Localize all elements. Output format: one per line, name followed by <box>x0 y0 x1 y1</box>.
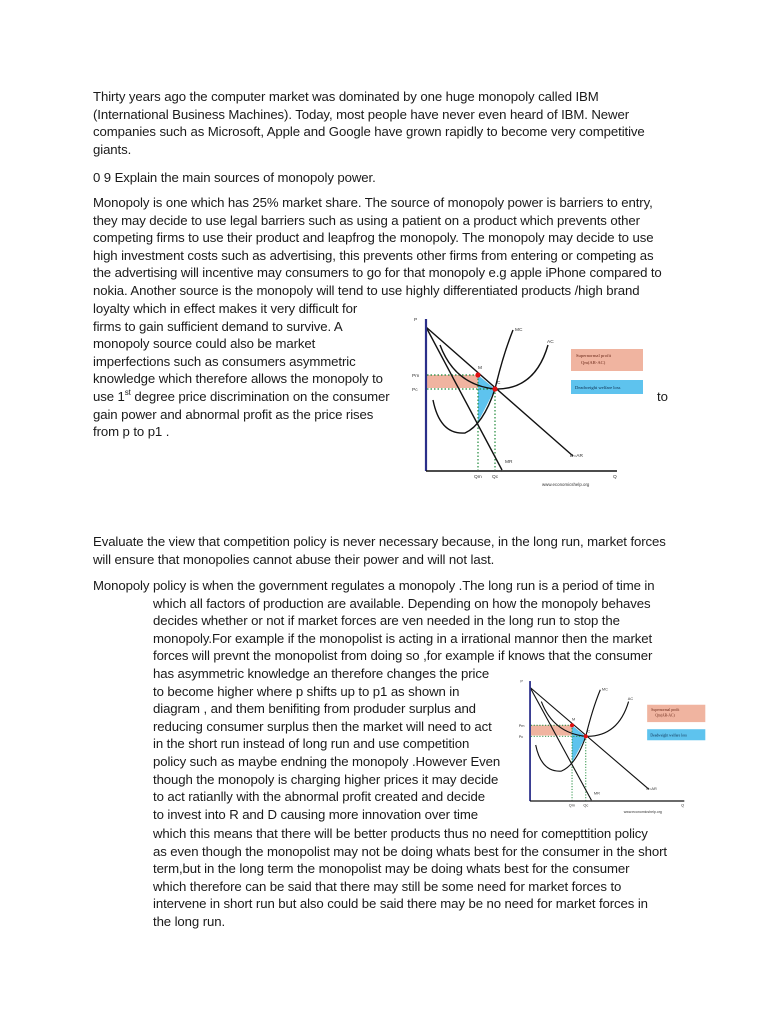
answer-line: monopoly.For example if the monopolist is acting in a irrational mannor then the market <box>153 630 653 646</box>
monopoly-diagram-1 <box>395 305 655 495</box>
label-pm: Pm <box>412 374 420 379</box>
answer-2-wrapped <box>153 665 500 823</box>
answer-line: as even though the monopolist may not be doing whats best for the consumer in the short <box>153 843 667 859</box>
label-ac: AC <box>547 340 554 345</box>
answer-line: though the monopoly is charging higher prices it may decide <box>153 771 499 787</box>
question-09 <box>93 169 376 187</box>
answer-line: which therefore can be said that there may still be some need for market forces to <box>153 878 622 894</box>
answer-line: to become higher where p shifts up to p1 as shown in <box>153 683 460 699</box>
answer-2-indent <box>153 595 652 665</box>
answer-line: Monopoly is one which has 25% market share. The source of monopoly power is barriers to entry, <box>93 195 653 210</box>
label-qc: Qc <box>583 803 589 808</box>
answer-1-wrapped <box>93 300 390 441</box>
answer-line: which all factors of production are available. Depending on how the monopoly behaves <box>153 595 651 611</box>
legend-supernormal-line1: Supernormal profit <box>576 353 612 358</box>
axis-x-label: Q <box>613 475 617 480</box>
answer-line: policy such as maybe endning the monopoly .However Even <box>153 753 501 769</box>
point-m <box>475 372 480 377</box>
label-pc: Pc <box>412 388 418 393</box>
answer-line: nokia. Another source is the monopoly will tend to use highly differentiated products /high brand <box>93 282 640 298</box>
label-qc: Qc <box>492 475 499 480</box>
monopoly-diagram-2 <box>505 670 715 820</box>
label-pc: Pc <box>518 734 524 739</box>
ordinal-after: degree price discrimination on the consumer <box>130 388 390 404</box>
ordinal-before: use 1 <box>93 388 125 404</box>
answer-line: from p to p1 . <box>93 424 170 440</box>
label-pm: Pm <box>518 723 525 728</box>
answer-2-first-line: Monopoly policy is when the government regulates a monopoly .The long run is a period of time in <box>93 578 655 593</box>
answer-line: monopoly source could also be market <box>93 336 316 352</box>
question-line: will ensure that monopolies cannot abuse their power and will not last. <box>93 551 495 567</box>
answer-line: the long run. <box>153 913 226 929</box>
axis-y-label: P <box>414 318 418 323</box>
answer-1-paragraph <box>93 194 662 300</box>
answer-line: firms to gain sufficient demand to survive. A <box>93 318 343 334</box>
point-c <box>584 734 588 738</box>
answer-line: high investment costs such as advertising, this prevents other firms from entering or competing as <box>93 247 654 263</box>
label-m: M <box>572 717 576 722</box>
question-evaluate <box>93 533 666 568</box>
answer-line: imperfections such as consumers asymmetric <box>93 353 356 369</box>
axis-y-label: P <box>520 679 523 684</box>
point-c <box>492 386 497 391</box>
answer-line: has asymmetric knowledge an therefore changes the price <box>153 666 490 681</box>
label-qm: Qm <box>474 475 482 480</box>
legend-supernormal-line2: Qm(AR-AC) <box>581 360 606 365</box>
point-m <box>570 723 574 727</box>
source-label: www.economicshelp.org <box>542 482 590 487</box>
answer-line: to act ratianlly with the abnormal profit created and decide <box>153 789 485 805</box>
label-qm: Qm <box>568 803 576 808</box>
question-line: Evaluate the view that competition policy is never necessary because, in the long run, market forces <box>93 534 666 549</box>
intro-line: giants. <box>93 141 132 157</box>
label-ac: AC <box>627 697 634 701</box>
answer-line: term,but in the long term the monopolist may be doing whats best for the consumer <box>153 861 630 877</box>
legend-deadweight-label: Deadweight welfare loss <box>650 733 687 738</box>
trailing-word: to <box>657 389 668 404</box>
intro-line: (International Business Machines). Today, most people have never even heard of IBM. Newer <box>93 106 629 122</box>
answer-line: in the short run instead of long run and use competition <box>153 736 470 752</box>
label-demand: D=AR <box>646 787 657 791</box>
answer-line: they may decide to use legal barriers such as using a patient on a product which prevents other <box>93 212 640 228</box>
label-m: M <box>478 366 482 371</box>
legend-supernormal-line1: Supernormal profit <box>651 708 680 713</box>
answer-line: decides whether or not if market forces are ven needed in the long run to stop the <box>153 613 620 629</box>
intro-line: Thirty years ago the computer market was dominated by one huge monopoly called IBM <box>93 89 599 104</box>
answer-2-tail <box>153 825 667 931</box>
answer-line: reducing consumer surplus then the market will need to act <box>153 718 492 734</box>
legend-deadweight-label: Deadweight welfare loss <box>575 385 621 390</box>
answer-line: which this means that there will be better products thus no need for comepttition policy <box>153 826 648 841</box>
axis-x-label: Q <box>681 803 685 808</box>
label-mc: MC <box>601 687 608 692</box>
label-c: C <box>497 381 501 386</box>
answer-line: diagram , and them benifiting from produder surplus and <box>153 701 476 717</box>
label-c: C <box>587 729 591 734</box>
source-label: www.economicshelp.org <box>623 809 662 814</box>
intro-line: companies such as Microsoft, Apple and Google have grown rapidly to become very competitive <box>93 124 645 140</box>
answer-line: competing firms to use their product and leapfrog the monopoly. The monopoly may decide to use <box>93 230 654 246</box>
legend-supernormal-line2: Qm(AR-AC) <box>655 713 675 718</box>
answer-line: to invest into R and D causing more innovation over time <box>153 806 478 822</box>
label-mr: MR <box>505 460 513 465</box>
ordinal-suffix: st <box>124 387 131 397</box>
label-mr: MR <box>593 791 600 796</box>
answer-line-ordinal <box>93 388 390 406</box>
answer-line: the advertising will incentive may consumers to go for that monopoly e.g apple iPhone compared to <box>93 265 662 281</box>
answer-line: knowledge which therefore allows the monopoly to <box>93 371 383 387</box>
answer-line: gain power and abnormal profit as the price rises <box>93 406 374 422</box>
answer-line: forces will prevnt the monopolist from doing so ,for example if knows that the consumer <box>153 648 653 664</box>
label-demand: D=AR <box>570 454 583 459</box>
answer-line: intervene in short run but also could be said there may be no need for market forces in <box>153 896 648 912</box>
question-09-text: 0 9 Explain the main sources of monopoly power. <box>93 170 376 185</box>
label-mc: MC <box>515 328 523 333</box>
intro-paragraph <box>93 88 645 158</box>
answer-line: loyalty which in effect makes it very difficult for <box>93 301 358 316</box>
